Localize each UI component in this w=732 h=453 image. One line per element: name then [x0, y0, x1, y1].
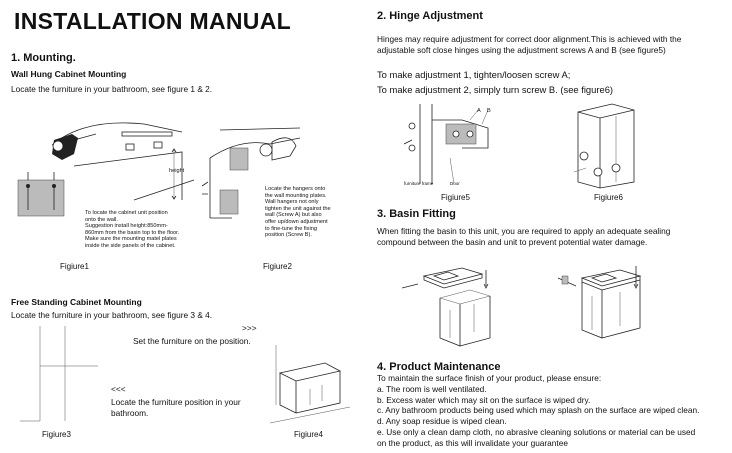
figure1-note-line: inside the side panels of the cabinet. [85, 242, 176, 249]
figure1-height-label: height [169, 168, 185, 174]
wall-hung-intro: Locate the furniture in your bathroom, see figure 1 & 2. [11, 84, 213, 94]
figure2-note-line: to fine-tune the fixing [265, 225, 317, 232]
maintenance-intro: To maintain the surface finish of your product, please ensure: [377, 373, 602, 383]
fig5-label-door: Door [450, 181, 460, 186]
maintenance-item: b. Excess water which may sit on the surface is wiped dry. [377, 394, 591, 405]
figure6-caption: Figiure6 [594, 193, 623, 202]
figure4-illustration [270, 345, 350, 425]
figure2-note-line: offer up/down adjustment [265, 218, 328, 225]
maintenance-item: c. Any bathroom products being used which may splash on the surface are wiped clean. [377, 405, 700, 416]
fig5-label-b: B [487, 108, 491, 114]
maintenance-item: a. The room is well ventilated. [377, 383, 487, 394]
figure5-caption: Figiure5 [441, 193, 470, 202]
locate-line: Locate the furniture position in your [111, 397, 241, 407]
figure1-note-line: onto the wall. [85, 216, 118, 223]
figure2-caption: Figiure2 [263, 262, 292, 271]
figure6-illustration [572, 104, 642, 188]
hinge-adjustment-2: To make adjustment 2, simply turn screw B. (see figure6) [377, 84, 614, 95]
arrow-right: >>> [242, 323, 257, 333]
figure4-caption: Figiure4 [294, 430, 323, 439]
locate-line: bathroom. [111, 407, 149, 418]
figure1-note-line: Suggestion install height:850mm- [85, 223, 168, 230]
maintenance-item: e. Use only a clean damp cloth, no abrasive cleaning solutions or material can be used [377, 426, 696, 437]
free-standing-intro: Locate the furniture in your bathroom, see figure 3 & 4. [11, 310, 213, 320]
hinge-text-line: adjustable soft close hinges using the adjustment screws A and B (see figure5) [377, 44, 666, 55]
maintenance-text [377, 373, 699, 449]
set-furniture-text: Set the furniture on the position. [133, 336, 251, 346]
section-hinge-heading: 2. Hinge Adjustment [377, 10, 483, 22]
maintenance-item: d. Any soap residue is wiped clean. [377, 416, 507, 427]
figure1-note-line: To locate the cabinet unit position [85, 210, 168, 216]
hinge-text [377, 34, 681, 55]
locate-furniture-text [111, 397, 241, 418]
section-mounting-heading: 1. Mounting. [11, 52, 76, 64]
figure3-illustration [20, 326, 100, 426]
free-standing-heading: Free Standing Cabinet Mounting [11, 297, 142, 307]
figure2-note [265, 186, 365, 239]
arrow-left: <<< [111, 384, 126, 394]
basin-text [377, 226, 670, 247]
section-basin-heading: 3. Basin Fitting [377, 208, 456, 220]
basin-text-line: compound between the basin and unit to prevent potential water damage. [377, 236, 648, 247]
fig5-label-a: A [477, 108, 481, 114]
figure3-caption: Figiure3 [42, 430, 71, 439]
figure1-note-line: Make sure the mounting matel plates [85, 236, 177, 243]
figure1-caption: Figiure1 [60, 262, 89, 271]
basin-text-line: When fitting the basin to this unit, you are required to apply an adequate sealing [377, 226, 671, 236]
figure2-note-line: position (Screw B). [265, 232, 312, 239]
figure2-note-line: Locate the hangers onto [265, 186, 326, 192]
figure2-note-line: Wall hangers not only [265, 199, 319, 206]
figure1-note-line: 860mm from the basin top to the floor. [85, 229, 180, 236]
wall-hung-heading: Wall Hung Cabinet Mounting [11, 69, 127, 79]
basin-illustration-left [400, 258, 500, 348]
maintenance-item: on the product, as this will invalidate your guarantee [377, 437, 568, 448]
fig5-label-frame: furniture frame [404, 181, 434, 186]
page-title: INSTALLATION MANUAL [14, 8, 291, 34]
figure5-illustration [398, 104, 498, 186]
hinge-text-line: Hinges may require adjustment for correct door alignment.This is achieved with the [377, 34, 682, 44]
figure2-note-line: the wall mounting plates. [265, 192, 327, 199]
figure2-note-line: wall (Screw A) but also [265, 212, 322, 219]
hinge-adjustment-1: To make adjustment 1, tighten/loosen screw A; [377, 69, 571, 80]
basin-illustration-right [558, 258, 658, 348]
figure2-note-line: tighten the unit against the [265, 205, 331, 212]
section-maintenance-heading: 4. Product Maintenance [377, 361, 501, 373]
